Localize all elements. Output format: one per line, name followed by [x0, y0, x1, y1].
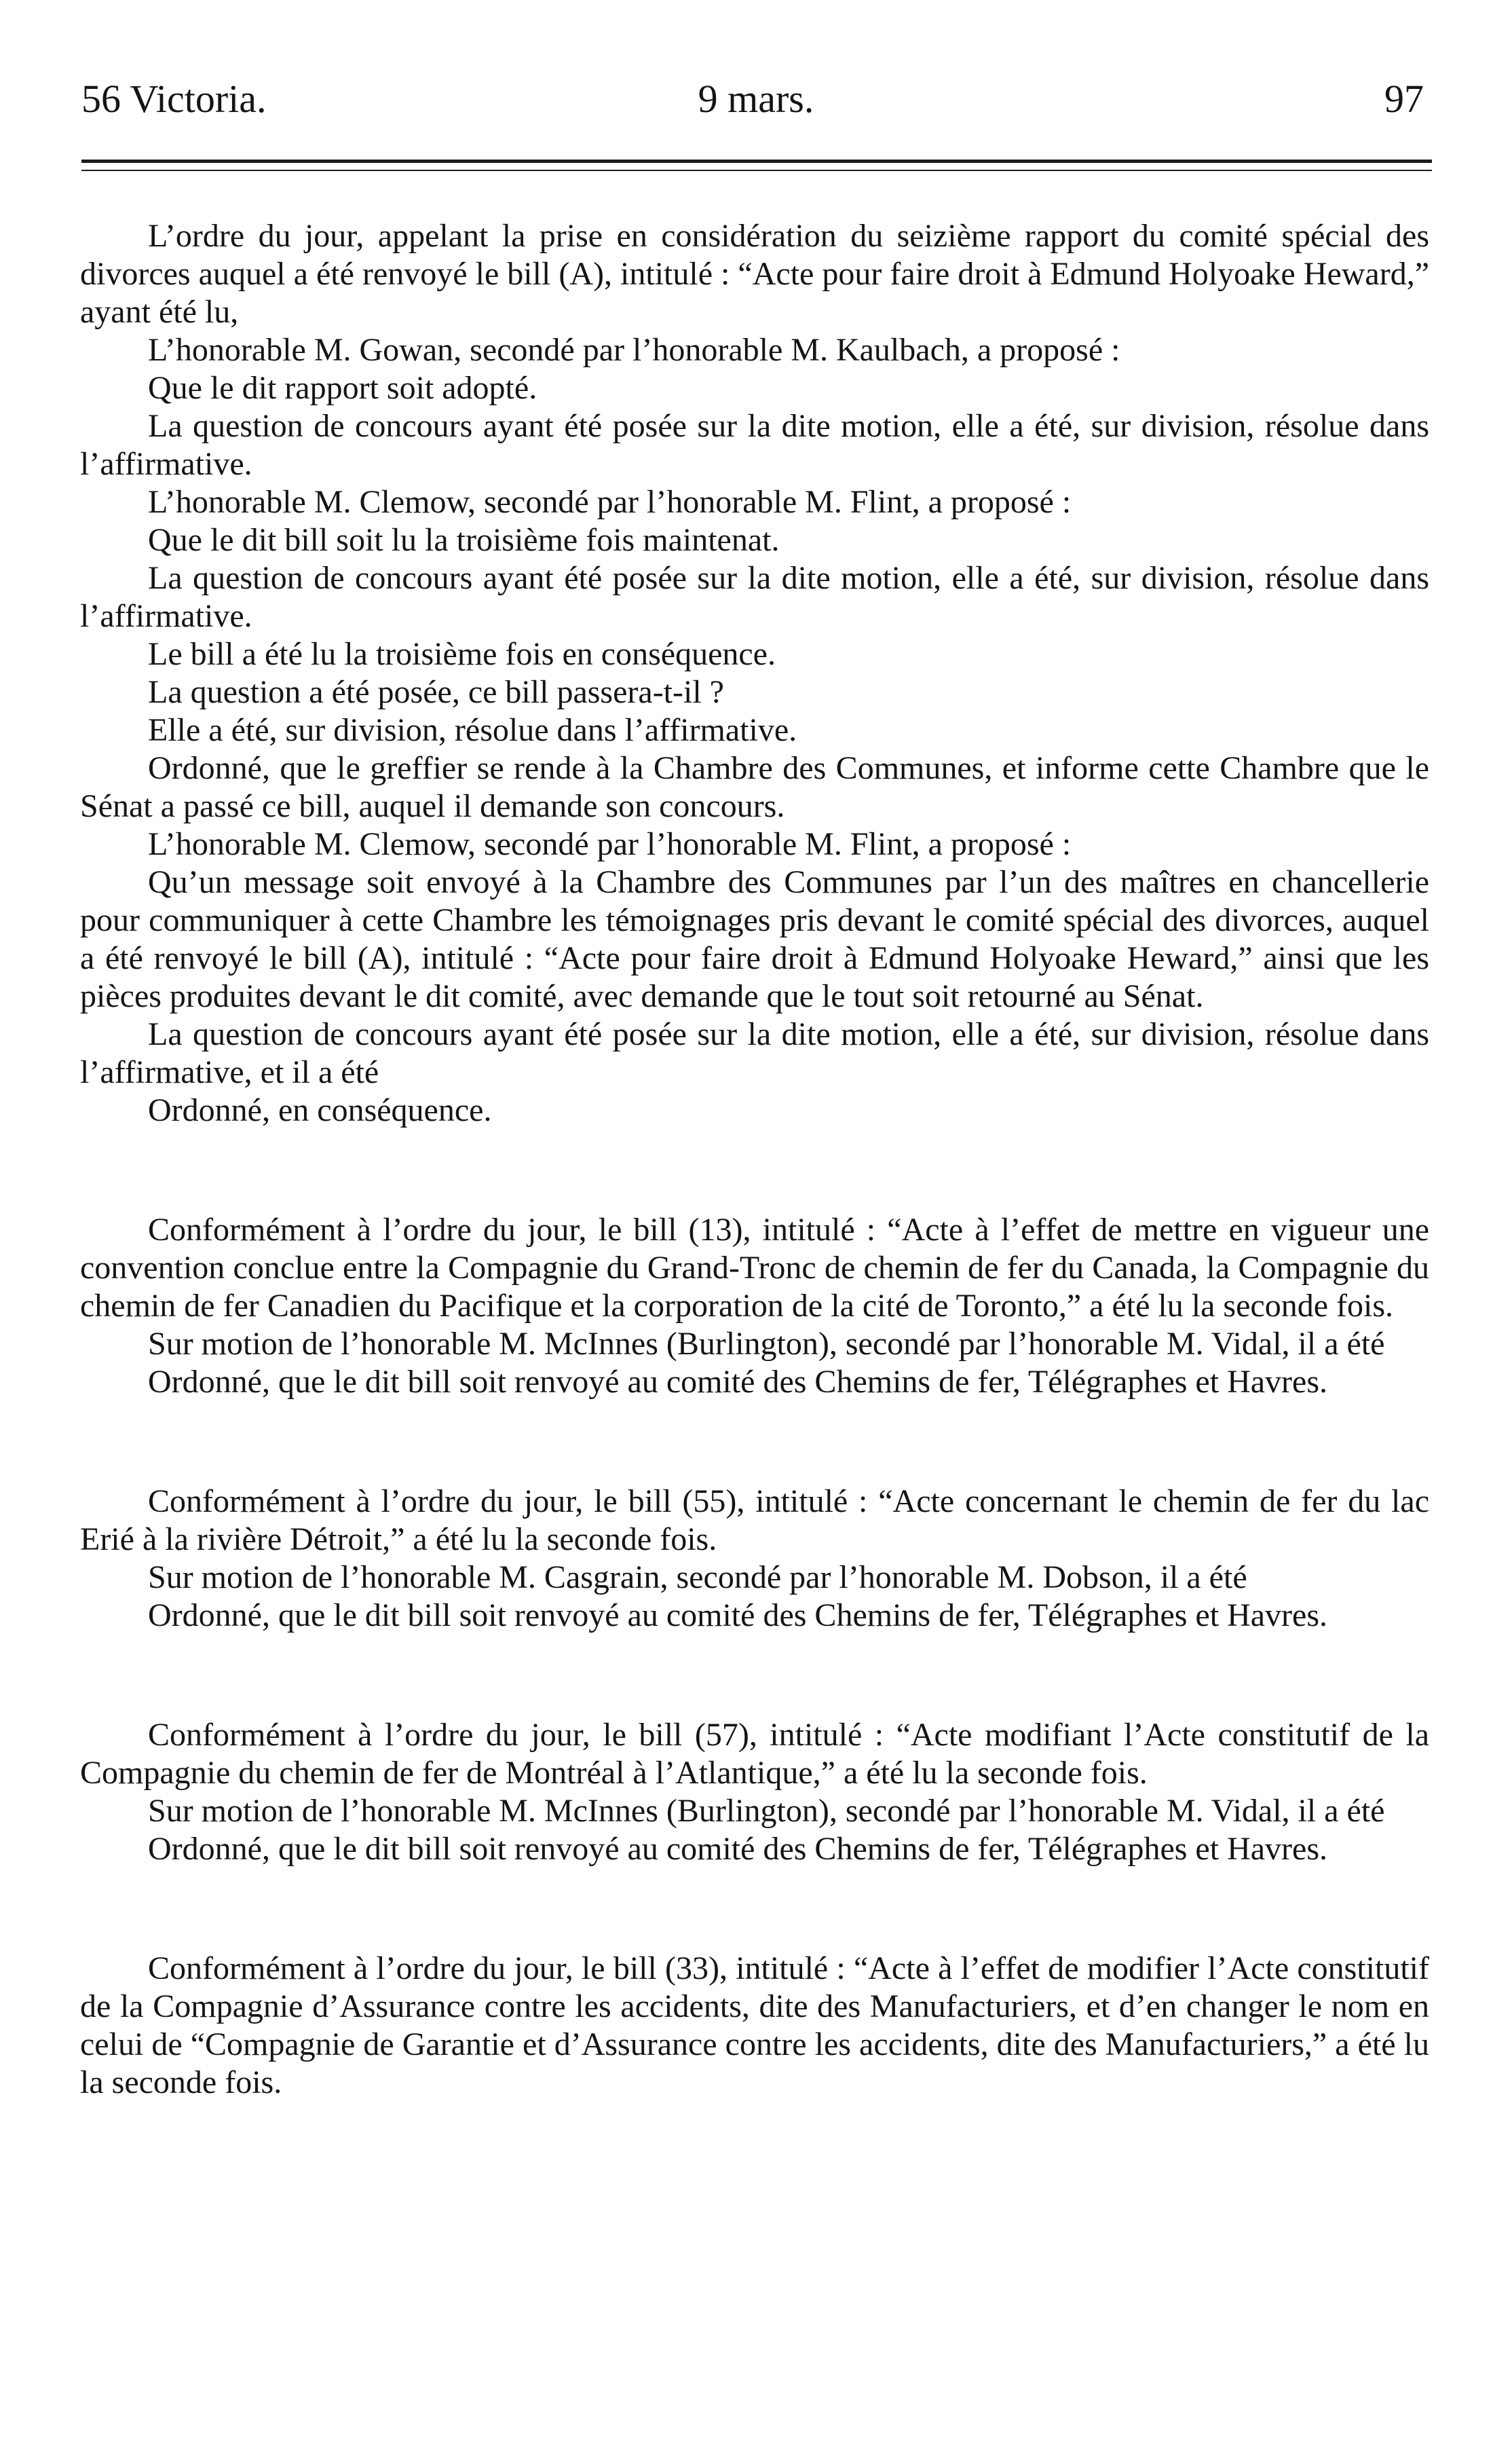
paragraph: L’ordre du jour, appelant la prise en considération du seizième rapport du comité spécial des divorces auquel a été renvoyé le bill (A), intitulé : “Acte pour faire droit à Edmund Holyoake Heward,” ayant été lu, [80, 218, 1429, 330]
paragraph: Elle a été, sur division, résolue dans l’affirmative. [148, 712, 797, 748]
paragraph: La question de concours ayant été posée sur la dite motion, elle a été, sur division, résolue dans l’affirmative, et il a été [80, 1016, 1429, 1090]
paragraph: La question de concours ayant été posée sur la dite motion, elle a été, sur division, résolue dans l’affirmative. [80, 560, 1429, 634]
paragraph: L’honorable M. Clemow, secondé par l’honorable M. Flint, a proposé : [148, 826, 1072, 862]
header-rule-thick [81, 160, 1432, 163]
paragraph: Ordonné, que le dit bill soit renvoyé au comité des Chemins de fer, Télégraphes et Havres. [148, 1364, 1328, 1400]
paragraph: Que le dit rapport soit adopté. [148, 370, 537, 406]
paragraph: La question a été posée, ce bill passera-t-il ? [148, 674, 724, 710]
header-rule-thin [81, 170, 1432, 171]
paragraph: L’honorable M. Clemow, secondé par l’honorable M. Flint, a proposé : [148, 484, 1072, 520]
paragraph: Conformément à l’ordre du jour, le bill (33), intitulé : “Acte à l’effet de modifier l’Acte constitutif de la Compagnie d’Assurance contre les accidents, dite des Manufacturiers, et d’en changer le nom en celui de “Compagnie de Garantie et d’Assurance contre les accidents, dite des Manufacturiers,” a été lu la seconde fois. [80, 1950, 1429, 2100]
paragraph: Le bill a été lu la troisième fois en conséquence. [148, 636, 776, 672]
page-header [81, 76, 1431, 137]
paragraph: Conformément à l’ordre du jour, le bill (57), intitulé : “Acte modifiant l’Acte constitutif de la Compagnie du chemin de fer de Montréal à l’Atlantique,” a été lu la seconde fois. [80, 1717, 1429, 1791]
paragraph: Que le dit bill soit lu la troisième fois maintenat. [148, 522, 780, 558]
paragraph: Qu’un message soit envoyé à la Chambre des Communes par l’un des maîtres en chancellerie pour communiquer à cette Chambre les témoignages pris devant le comité spécial des divorces, auquel a été renvoyé le bill (A), intitulé : “Acte pour faire droit à Edmund Holyoake Heward,” ainsi que les pièces produites devant le dit comité, avec demande que le tout soit retourné au Sénat. [80, 864, 1429, 1014]
paragraph: Ordonné, que le dit bill soit renvoyé au comité des Chemins de fer, Télégraphes et Havres. [148, 1831, 1328, 1867]
session-label: 56 Victoria. [81, 77, 267, 121]
paragraph: Ordonné, que le greffier se rende à la Chambre des Communes, et informe cette Chambre que le Sénat a passé ce bill, auquel il demande son concours. [80, 750, 1429, 824]
page-body [80, 217, 1429, 2102]
date-label: 9 mars. [698, 77, 814, 121]
paragraph: L’honorable M. Gowan, secondé par l’honorable M. Kaulbach, a proposé : [148, 332, 1120, 368]
paragraph: Sur motion de l’honorable M. McInnes (Burlington), secondé par l’honorable M. Vidal, il a été [148, 1793, 1385, 1829]
paragraph: Conformément à l’ordre du jour, le bill (13), intitulé : “Acte à l’effet de mettre en vigueur une convention conclue entre la Compagnie du Grand-Tronc de chemin de fer du Canada, la Compagnie du chemin de fer Canadien du Pacifique et la corporation de la cité de Toronto,” a été lu la seconde fois. [80, 1212, 1429, 1324]
paragraph: Sur motion de l’honorable M. Casgrain, secondé par l’honorable M. Dobson, il a été [148, 1559, 1247, 1595]
paragraph: La question de concours ayant été posée sur la dite motion, elle a été, sur division, résolue dans l’affirmative. [80, 408, 1429, 482]
paragraph: Conformément à l’ordre du jour, le bill (55), intitulé : “Acte concernant le chemin de fer du lac Erié à la rivière Détroit,” a été lu la seconde fois. [80, 1483, 1429, 1557]
paragraph: Ordonné, en conséquence. [148, 1092, 492, 1128]
page-number: 97 [1384, 77, 1424, 121]
paragraph: Sur motion de l’honorable M. McInnes (Burlington), secondé par l’honorable M. Vidal, il a été [148, 1326, 1385, 1362]
paragraph: Ordonné, que le dit bill soit renvoyé au comité des Chemins de fer, Télégraphes et Havres. [148, 1597, 1328, 1633]
